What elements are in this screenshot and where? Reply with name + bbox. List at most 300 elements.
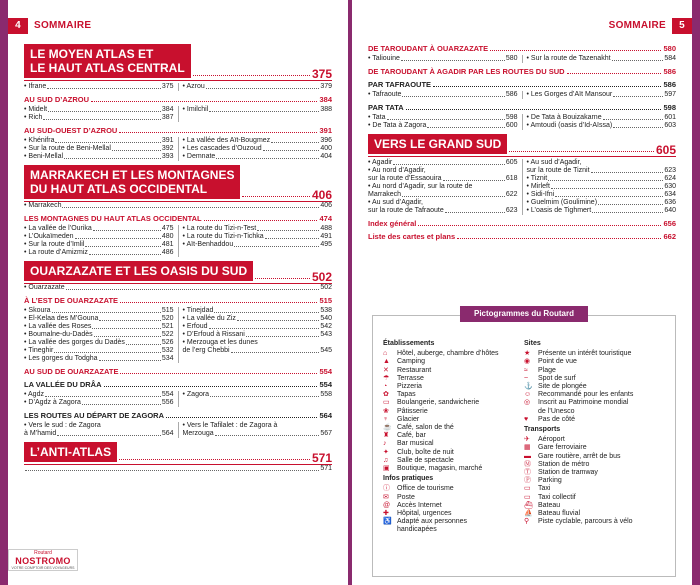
entry-columns	[24, 137, 332, 161]
nostromo-logo	[8, 549, 78, 571]
entry-column	[522, 55, 677, 63]
entry-name: • L’Oukaïmeden	[24, 233, 74, 240]
chapter-page[interactable]: 571	[311, 451, 332, 465]
entry-page: 491	[320, 233, 332, 240]
legend-icon: ▲	[383, 358, 390, 366]
entry-page: 543	[320, 331, 332, 338]
legend-label: Piste cyclable, parcours à vélo	[538, 518, 633, 526]
entry-name: • De Tata à Bouizakarne	[526, 114, 602, 121]
chapter-page[interactable]: 502	[311, 270, 332, 284]
section-heading[interactable]	[368, 68, 676, 76]
legend-item	[383, 502, 524, 510]
dot-leader	[54, 347, 161, 353]
legend-label: Pizzeria	[397, 383, 422, 391]
dot-leader	[598, 199, 663, 205]
legend-icon: ❀	[383, 407, 389, 415]
legend-icon: ✚	[383, 510, 389, 518]
toc-entry[interactable]	[527, 207, 677, 215]
legend-label: Taxi collectif	[538, 493, 576, 501]
toc-entry[interactable]	[24, 323, 174, 331]
legend-item	[524, 350, 665, 358]
entry-columns	[24, 422, 332, 438]
entry-name: • La vallée des gorges du Dadès	[24, 339, 125, 346]
legend-item	[524, 383, 665, 391]
entry-page: 534	[161, 355, 174, 362]
legend-group-heading: Établissements	[383, 340, 435, 347]
entry-page: 634	[664, 191, 676, 198]
toc-entry[interactable]	[24, 137, 174, 145]
toc-entry[interactable]	[368, 122, 518, 130]
entry-name: • Tineghir	[24, 347, 54, 354]
entry-columns	[24, 83, 332, 91]
dot-leader	[99, 355, 161, 361]
toc-entry[interactable]	[24, 106, 174, 114]
entry-name: • Mirleft	[526, 183, 550, 190]
legend-label: Bateau fluvial	[538, 510, 581, 518]
toc-entry[interactable]	[183, 145, 333, 153]
dot-leader	[509, 151, 654, 152]
entry-column	[522, 159, 677, 215]
dot-leader	[216, 153, 319, 159]
toc-entry[interactable]	[24, 391, 174, 399]
entry-page: 515	[161, 307, 174, 314]
entry-page: 600	[505, 122, 518, 129]
dot-leader	[120, 368, 317, 374]
entry-name: • Sur la route de Beni-Mellal	[24, 145, 111, 152]
legend-icon: ▭	[524, 493, 531, 501]
chapter-title-line: LE MOYEN ATLAS ET	[30, 47, 154, 61]
toc-entry[interactable]	[183, 241, 333, 249]
page-title: SOMMAIRE	[34, 20, 92, 31]
legend-item	[524, 375, 665, 383]
section-heading[interactable]	[24, 381, 332, 389]
section-title: DE TAROUDANT À OUARZAZATE	[368, 44, 489, 53]
entry-name: • Guelmim (Goulimine)	[526, 199, 598, 206]
legend-label: Hôpital, urgences	[397, 510, 452, 518]
entry-column	[178, 391, 333, 407]
section-page: 656	[663, 219, 676, 228]
toc-entry[interactable]	[527, 55, 677, 63]
toc-entry[interactable]	[24, 307, 174, 315]
entry-column	[24, 422, 174, 438]
legend-item	[383, 424, 524, 432]
legend-icon: ▣	[383, 465, 390, 473]
toc-entry[interactable]	[24, 430, 174, 438]
dot-leader	[91, 96, 317, 102]
entry-name: • Au sud d’Agadir,	[526, 159, 582, 166]
dot-leader	[52, 307, 161, 313]
entry-page: 379	[320, 83, 332, 90]
section-rule	[368, 156, 676, 157]
toc-entry[interactable]	[183, 315, 333, 323]
toc-entry[interactable]	[24, 355, 174, 363]
section-page: 580	[663, 44, 676, 53]
left-page-header	[8, 18, 91, 36]
dot-leader	[214, 307, 319, 313]
dot-leader	[57, 430, 161, 436]
entry-page: 495	[320, 241, 332, 248]
legend-item	[524, 416, 665, 424]
toc-entry[interactable]	[527, 167, 677, 175]
entry-name: • Les Gorges d’Aït Mansour	[526, 91, 613, 98]
toc-entry[interactable]	[24, 347, 174, 355]
toc-entry[interactable]	[24, 315, 174, 323]
entry-name: • L’oasis de Tighmert	[526, 207, 592, 214]
entry-name: • La route d’Amizmiz	[24, 249, 88, 256]
section-page: 564	[319, 411, 332, 420]
entry-name: • Sidi-Ifni	[526, 191, 555, 198]
toc-entry[interactable]	[183, 347, 333, 355]
dot-leader	[257, 225, 319, 231]
toc-entry[interactable]	[183, 391, 333, 399]
dot-leader	[612, 55, 664, 61]
dot-leader	[93, 225, 161, 231]
legend-item	[383, 449, 524, 457]
dot-leader	[119, 459, 310, 460]
dot-leader	[402, 191, 505, 197]
legend-label: Plage	[538, 366, 556, 374]
legend-label: Bateau	[538, 501, 561, 509]
chapter-title	[368, 134, 507, 154]
toc-entry[interactable]	[183, 307, 333, 315]
legend-group-heading: Infos pratiques	[383, 475, 434, 483]
legend-icon: ◔	[383, 383, 388, 391]
entry-page: 630	[664, 183, 676, 190]
chapter-title-line: L’ANTI-ATLAS	[30, 445, 112, 459]
section-title: AU SUD D’AZROU	[24, 95, 89, 104]
entry-page: 406	[320, 202, 332, 209]
dot-leader	[99, 315, 160, 321]
entry-column	[178, 422, 333, 438]
toc-entry[interactable]	[24, 153, 174, 161]
legend-icon: ☂	[383, 374, 390, 382]
entry-name: • Sur la route d’Imlil	[24, 241, 85, 248]
entry-name: Marrakech	[368, 191, 402, 198]
chapter-title-line: OUARZAZATE ET LES OASIS DU SUD	[30, 264, 248, 278]
section-title: DE TAROUDANT À AGADIR PAR LES ROUTES DU SUD	[368, 67, 565, 76]
toc-entry[interactable]	[368, 55, 518, 63]
legend-label: Salle de spectacle	[397, 456, 454, 464]
dot-leader	[204, 215, 318, 221]
entry-page: 567	[320, 430, 332, 437]
logo-routard-text: Routard	[34, 550, 52, 556]
legend-icon: ◉	[524, 358, 531, 366]
dot-leader	[591, 167, 664, 173]
legend-label: Restaurant	[397, 366, 432, 374]
toc-entry[interactable]	[368, 191, 518, 199]
chapter-page[interactable]: 375	[311, 67, 332, 81]
entry-name: • Aït-Benhaddou	[182, 241, 234, 248]
toc-entry[interactable]	[183, 83, 333, 91]
entry-name: • La route du Tizi-n-Tichka	[182, 233, 264, 240]
chapter-page[interactable]: 605	[655, 143, 676, 157]
legend-icon: ⛵	[524, 510, 533, 518]
entry-page: 636	[664, 199, 676, 206]
entry-name: • Rich	[24, 114, 43, 121]
toc-entry[interactable]	[368, 91, 518, 99]
chapter-page[interactable]: 406	[311, 188, 332, 202]
toc-entry[interactable]	[527, 191, 677, 199]
toc-entry[interactable]	[527, 122, 677, 130]
entry-name: • Erfoud	[182, 323, 208, 330]
toc-entry[interactable]	[183, 233, 333, 241]
entry-page: 554	[161, 391, 174, 398]
legend-item	[524, 477, 665, 485]
dot-leader	[55, 137, 160, 143]
section-heading[interactable]	[368, 220, 676, 228]
left-page	[8, 0, 348, 585]
legend-item	[383, 432, 524, 440]
section-page: 586	[663, 67, 676, 76]
section-heading[interactable]	[24, 297, 332, 305]
entry-name: Merzouga	[182, 430, 214, 437]
toc-entry[interactable]	[527, 183, 677, 191]
entry-name: • Imilchil	[182, 106, 209, 113]
section-heading[interactable]	[24, 96, 332, 104]
toc-entry[interactable]	[24, 145, 174, 153]
dot-leader	[94, 331, 161, 337]
entry-name: • Zagora	[182, 391, 210, 398]
toc-entry	[527, 159, 677, 167]
toc-entry[interactable]	[527, 91, 677, 99]
dot-leader	[89, 249, 161, 255]
toc-entry	[183, 422, 333, 430]
legend-item	[383, 375, 524, 383]
entry-columns	[368, 159, 676, 215]
legend-label: Tapas	[397, 391, 416, 399]
legend-icon: ✿	[383, 391, 389, 399]
toc-entry[interactable]	[24, 399, 174, 407]
section-heading[interactable]	[368, 45, 676, 53]
toc-entry[interactable]	[368, 159, 518, 167]
dot-leader	[75, 233, 161, 239]
entry-name: • La vallée de l’Ourika	[24, 225, 92, 232]
legend-icon: ☺	[524, 391, 532, 399]
legend-icon: ♫	[383, 456, 389, 464]
entry-name: sur la route d’Essaouira	[368, 175, 442, 182]
legend-icon: ⛴	[524, 501, 533, 509]
section-heading[interactable]	[24, 215, 332, 223]
toc-entry[interactable]	[368, 207, 518, 215]
section-title: Liste des cartes et plans	[368, 232, 456, 241]
toc-entry[interactable]	[24, 83, 174, 91]
entry-columns	[24, 391, 332, 407]
legend-icon: ◎	[524, 399, 531, 407]
dot-leader	[613, 91, 663, 97]
legend-icon: Ⓜ	[524, 460, 531, 468]
entry-name: • Amtoudi (oasis d’Id-Aïssa)	[526, 122, 613, 129]
legend-label: Pâtisserie	[397, 407, 428, 415]
entry-column	[178, 106, 333, 122]
entry-page: 480	[161, 233, 174, 240]
dot-leader	[47, 83, 161, 89]
toc-entry[interactable]	[24, 225, 174, 233]
entry-name: • Taliouine	[368, 55, 400, 62]
legend-icon: ♥	[524, 415, 529, 423]
chapter-title	[24, 165, 240, 199]
legend-label: Office de tourisme	[397, 485, 454, 493]
entry-column	[368, 114, 518, 130]
section-heading[interactable]	[368, 233, 676, 241]
dot-leader	[406, 104, 662, 110]
entry-page: 393	[161, 153, 174, 160]
entry-columns	[24, 106, 332, 122]
legend-label: Terrasse	[397, 374, 424, 382]
entry-name: • Vers le Tafilalet : de Zagora à	[182, 422, 278, 429]
dot-leader	[551, 183, 663, 189]
dot-leader	[592, 207, 663, 213]
toc-entry[interactable]	[368, 175, 518, 183]
dot-leader	[603, 114, 664, 120]
section-heading[interactable]	[24, 368, 332, 376]
dot-leader	[62, 202, 319, 208]
legend-item	[383, 399, 524, 407]
legend-label: Boutique, magasin, marché	[397, 465, 483, 473]
toc-entry[interactable]	[183, 323, 333, 331]
dot-leader	[231, 347, 320, 353]
entry-page: 623	[505, 207, 518, 214]
section-heading[interactable]	[24, 412, 332, 420]
dot-leader	[401, 55, 505, 61]
legend-label: Parking	[538, 477, 562, 485]
legend-label: Gare routière, arrêt de bus	[538, 452, 621, 460]
entry-page: 622	[505, 191, 518, 198]
entry-page: 488	[320, 225, 332, 232]
dot-leader	[402, 91, 504, 97]
legend-item	[383, 526, 524, 534]
legend-item	[383, 350, 524, 358]
toc-entry[interactable]	[183, 137, 333, 145]
chapter-title-line: VERS LE GRAND SUD	[374, 137, 502, 151]
legend-item	[524, 367, 665, 375]
legend-icon: ⚲	[524, 518, 530, 526]
legend-item	[524, 461, 665, 469]
toc-entry[interactable]	[24, 465, 332, 473]
legend-item	[524, 391, 665, 399]
dot-leader	[387, 114, 505, 120]
toc-entry[interactable]	[183, 225, 333, 233]
toc-entry[interactable]	[24, 284, 332, 292]
legend-item	[383, 408, 524, 416]
section-heading[interactable]	[368, 81, 676, 89]
toc-entry[interactable]	[24, 233, 174, 241]
legend-item	[383, 485, 524, 493]
legend-item	[383, 440, 524, 448]
right-toc	[368, 40, 676, 241]
legend-label: Spot de surf	[538, 374, 576, 382]
entry-name: de l’erg Chebbi	[182, 347, 230, 354]
entry-column	[368, 55, 518, 63]
entry-page: 387	[161, 114, 174, 121]
toc-entry[interactable]	[24, 331, 174, 339]
entry-name: • Tafraoute	[368, 91, 402, 98]
entry-column	[178, 307, 333, 363]
section-heading[interactable]	[368, 104, 676, 112]
dot-leader	[112, 145, 161, 151]
entry-column	[522, 114, 677, 130]
entry-column	[24, 137, 174, 161]
toc-entry	[24, 422, 174, 430]
legend-icon: ☕	[383, 424, 392, 432]
toc-entry[interactable]	[24, 241, 174, 249]
toc-entry[interactable]	[24, 114, 174, 122]
toc-entry[interactable]	[527, 199, 677, 207]
legend-label: Inscrit au Patrimoine mondial	[538, 399, 629, 407]
section-title: PAR TATA	[368, 103, 404, 112]
legend-icon: ▦	[524, 444, 531, 452]
dot-leader	[126, 339, 161, 345]
entry-columns	[24, 307, 332, 363]
section-page: 384	[319, 95, 332, 104]
entry-columns	[368, 114, 676, 130]
entry-column	[368, 159, 518, 215]
legend-label: Boulangerie, sandwicherie	[397, 399, 480, 407]
entry-name: • Ifrane	[24, 83, 47, 90]
left-toc	[24, 40, 332, 473]
toc-entry[interactable]	[183, 106, 333, 114]
entry-column	[24, 106, 174, 122]
entry-name: • El-Kelaa des M’Gouna	[24, 315, 99, 322]
toc-entry[interactable]	[183, 331, 333, 339]
chapter-title-line: DU HAUT ATLAS OCCIDENTAL	[30, 182, 208, 196]
toc-entry[interactable]	[183, 430, 333, 438]
section-page: 554	[319, 367, 332, 376]
toc-entry[interactable]	[183, 153, 333, 161]
section-rule	[24, 80, 332, 81]
entry-name: • D’Erfoud à Rissani	[182, 331, 245, 338]
toc-entry[interactable]	[24, 249, 174, 257]
dot-leader	[548, 175, 663, 181]
section-page: 515	[319, 296, 332, 305]
legend-icon: ⌂	[383, 350, 388, 358]
chapter-title-line: MARRAKECH ET LES MONTAGNES	[30, 168, 235, 182]
dot-leader	[490, 45, 661, 51]
page-number: 4	[8, 18, 28, 34]
legend-icon: ♪	[383, 440, 387, 448]
entry-name: • Au nord d’Agadir,	[368, 167, 426, 174]
legend-icon	[383, 526, 397, 534]
legend-label: Recommandé pour les enfants	[538, 391, 634, 399]
dot-leader	[443, 175, 505, 181]
entry-name: • Beni-Mellal	[24, 153, 64, 160]
toc-entry[interactable]	[527, 114, 677, 122]
entry-column	[24, 391, 174, 407]
legend-icon: ▬	[524, 452, 531, 460]
legend-icon: @	[383, 501, 391, 509]
toc-entry	[368, 167, 518, 175]
dot-leader	[193, 75, 310, 76]
toc-entry[interactable]	[368, 114, 518, 122]
entry-page: 624	[664, 175, 676, 182]
dot-leader	[92, 323, 160, 329]
legend-label: Accès Internet	[397, 501, 442, 509]
dot-leader	[45, 391, 161, 397]
legend-icon: ♆	[383, 415, 389, 423]
legend-icon: ✦	[383, 448, 389, 456]
chapter-banner	[24, 44, 332, 81]
legend-icon: ♜	[383, 432, 390, 440]
page-title: SOMMAIRE	[608, 20, 666, 31]
toc-entry[interactable]	[24, 202, 332, 210]
legend-item	[383, 518, 524, 526]
toc-entry[interactable]	[527, 175, 677, 183]
entry-name: • Agadir	[368, 159, 393, 166]
section-heading[interactable]	[24, 127, 332, 135]
legend-label: Présente un intérêt touristique	[538, 350, 632, 358]
toc-entry[interactable]	[24, 339, 174, 347]
entry-columns	[368, 55, 676, 63]
dot-leader	[271, 137, 319, 143]
